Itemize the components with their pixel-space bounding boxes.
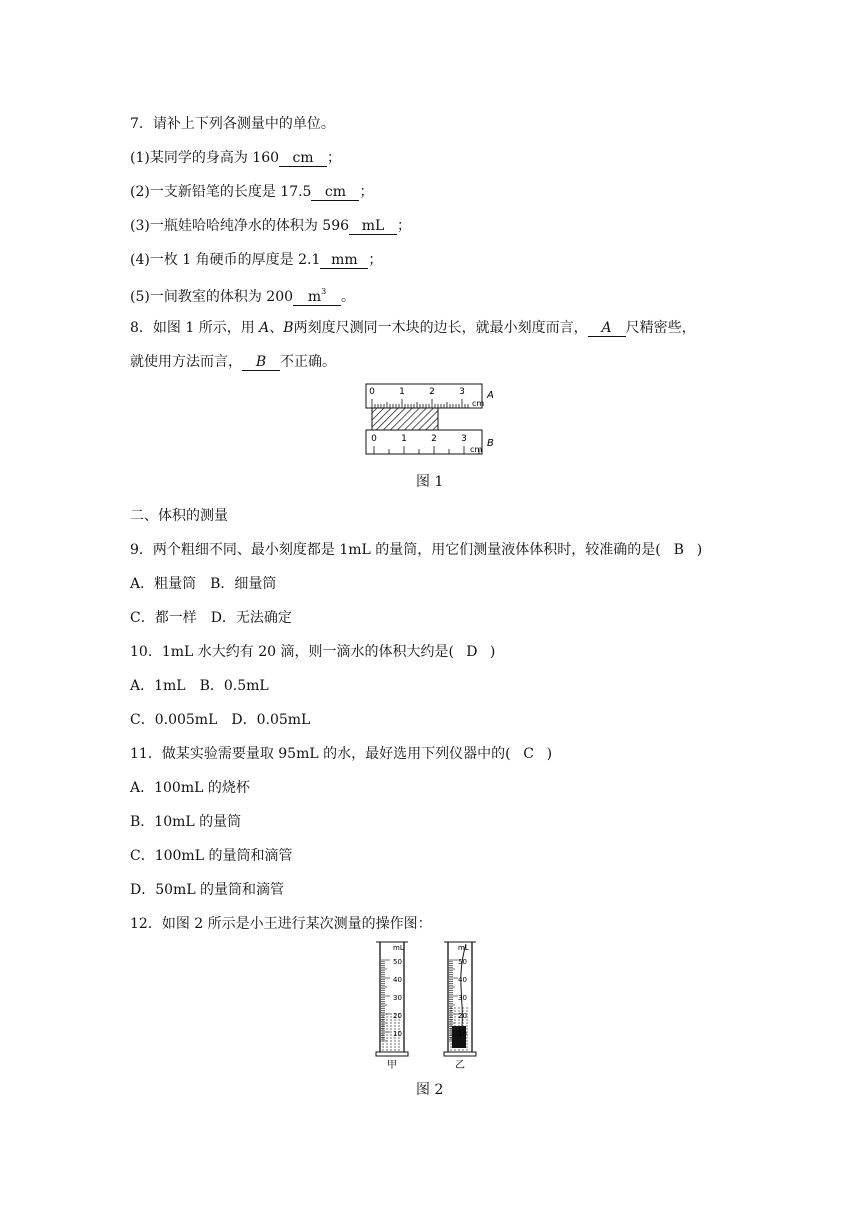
q9-stem — [130, 540, 702, 560]
q9-stem-text: 9．两个粗细不同、最小刻度都是 1mL 的量筒，用它们测量液体体积时，较准确的是( — [130, 542, 661, 558]
ruler-a-label: A — [487, 390, 494, 401]
ruler-a-tick-2: 2 — [429, 387, 435, 397]
q8-blank-2 — [242, 354, 280, 371]
q8-text-line2-post: 不正确。 — [280, 354, 336, 370]
jia-scale-40: 40 — [393, 976, 402, 984]
label-yi: 乙 — [455, 1060, 465, 1070]
q11-stem — [130, 744, 552, 764]
q10-close: ) — [489, 644, 496, 660]
ruler-b-tick-1: 1 — [401, 434, 407, 444]
q7-item-3-blank — [349, 218, 397, 235]
q9-options-1: A．粗量筒 B．细量筒 — [130, 576, 277, 592]
yi-scale-10: 10 — [458, 1030, 467, 1038]
ruler-a-tick-0: 0 — [369, 387, 375, 397]
jia-scale-20: 20 — [393, 1012, 402, 1020]
q11-option-a: A．100mL 的烧杯 — [130, 780, 250, 796]
q8-answer-1: A — [601, 320, 612, 336]
q8-var-b: B — [283, 320, 294, 336]
ruler-b-tick-3: 3 — [461, 434, 467, 444]
q11-option-d: D．50mL 的量筒和滴管 — [130, 882, 285, 898]
q7-stem: 7．请补上下列各测量中的单位。 — [130, 116, 335, 132]
q10-options-1: A．1mL B．0.5mL — [130, 678, 269, 694]
q7-item-4-text: (4)一枚 1 角硬币的厚度是 2.1 — [130, 252, 321, 268]
q7-item-4-answer: mm — [331, 252, 358, 268]
q8-line-2 — [130, 352, 336, 372]
yi-scale-20: 20 — [458, 1012, 467, 1020]
q8-text-mid: 两刻度尺测同一木块的边长，就最小刻度而言， — [293, 320, 588, 336]
q10-stem-text: 10．1mL 水大约有 20 滴，则一滴水的体积大约是( — [130, 644, 454, 660]
jia-scale-30: 30 — [393, 994, 402, 1002]
q9-options-2: C．都一样 D．无法确定 — [130, 610, 292, 626]
q7-item-5-answer-exponent: 3 — [321, 287, 327, 296]
q10-stem — [130, 642, 495, 662]
q10-options-2: C．0.005mL D．0.05mL — [130, 712, 311, 728]
q7-item-5-answer: m — [307, 289, 322, 305]
q11-answer: C — [523, 746, 534, 762]
q8-answer-2: B — [255, 354, 267, 370]
figure-2-cylinders — [370, 938, 490, 1070]
q9-close: ) — [696, 542, 703, 558]
jia-scale-50: 50 — [393, 958, 402, 966]
figure-1-caption: 图 1 — [416, 474, 444, 490]
ruler-a-tick-3: 3 — [459, 387, 465, 397]
q8-text-pre: 8．如图 1 所示，用 — [130, 320, 260, 336]
q8-line-1 — [130, 318, 696, 338]
q7-item-5-text: (5)一间教室的体积为 200 — [130, 289, 294, 305]
q11-option-b: B．10mL 的量筒 — [130, 814, 242, 830]
label-jia: 甲 — [387, 1060, 397, 1070]
q10-answer: D — [466, 644, 478, 660]
jia-scale-10: 10 — [393, 1030, 402, 1038]
figure-2-caption: 图 2 — [416, 1082, 444, 1098]
q7-item-1-text: (1)某同学的身高为 160 — [130, 150, 280, 166]
q7-item-3-punct: ； — [397, 218, 412, 234]
q8-sep: 、 — [269, 320, 284, 336]
q8-text-post: 尺精密些， — [625, 320, 696, 336]
q7-item-1-punct: ； — [327, 150, 342, 166]
cylinder-yi — [444, 942, 476, 1056]
ruler-b-tick-0: 0 — [371, 434, 377, 444]
q7-item-2-answer: cm — [324, 184, 347, 200]
cylinder-jia — [376, 942, 408, 1056]
q7-item-5 — [130, 284, 355, 307]
q11-option-c: C．100mL 的量筒和滴管 — [130, 848, 293, 864]
q7-item-4-blank — [320, 252, 368, 269]
q7-item-2-blank — [311, 184, 359, 201]
q8-blank-1 — [588, 320, 626, 337]
section-2-heading: 二、体积的测量 — [130, 508, 228, 524]
q7-item-3-text: (3)一瓶娃哈哈纯净水的体积为 596 — [130, 218, 350, 234]
q7-item-3 — [130, 216, 411, 236]
q7-item-1-blank — [279, 150, 327, 167]
q8-var-a: A — [259, 320, 270, 336]
q7-item-3-answer: mL — [361, 218, 385, 234]
q7-item-4 — [130, 250, 382, 270]
ruler-b-unit: cm — [470, 445, 483, 454]
jia-unit: mL — [393, 944, 404, 952]
ruler-a-tick-1: 1 — [399, 387, 405, 397]
ruler-b-label: B — [487, 438, 494, 449]
q7-item-2-punct: ； — [359, 184, 374, 200]
q7-item-5-punct: 。 — [341, 289, 356, 305]
q11-stem-text: 11．做某实验需要量取 95mL 的水，最好选用下列仪器中的( — [130, 746, 511, 762]
q9-answer: B — [673, 542, 684, 558]
ruler-b-tick-2: 2 — [431, 434, 437, 444]
q7-item-2-text: (2)一支新铅笔的长度是 17.5 — [130, 184, 312, 200]
wood-block — [372, 408, 438, 430]
yi-scale-50: 50 — [458, 958, 467, 966]
q7-item-5-blank — [293, 284, 341, 306]
yi-unit: mL — [458, 944, 469, 952]
ruler-a-unit: cm — [472, 399, 485, 408]
q8-text-line2: 就使用方法而言， — [130, 354, 242, 370]
figure-1-rulers — [362, 380, 512, 460]
q7-item-1 — [130, 148, 341, 168]
q7-item-4-punct: ； — [368, 252, 383, 268]
yi-scale-40: 40 — [458, 976, 467, 984]
yi-scale-30: 30 — [458, 994, 467, 1002]
q7-item-1-answer: cm — [292, 150, 314, 166]
q7-item-2 — [130, 182, 373, 202]
q11-close: ) — [546, 746, 553, 762]
q12-stem: 12．如图 2 所示是小王进行某次测量的操作图： — [130, 916, 432, 932]
